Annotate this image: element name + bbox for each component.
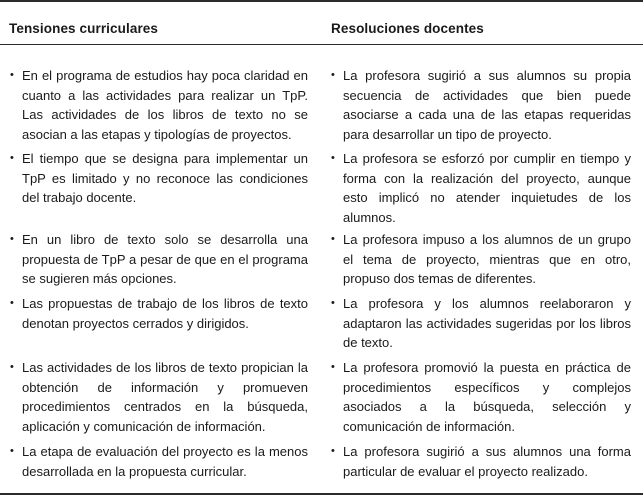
bullet-icon: • (331, 152, 335, 164)
tension-text-3: En un libro de texto solo se desarrolla una propuesta de TpP a pesar de que en el programa se sugieren más opciones. (22, 232, 308, 286)
column-header-resoluciones: Resoluciones docentes (331, 21, 484, 36)
tension-text-1: En el programa de estudios hay poca claridad en cuanto a las actividades para realizar un TpP. Las actividades de los libros de texto no se asocian a las etapas y tipologías de proyectos. (22, 68, 308, 142)
resolucion-text-2: La profesora se esforzó por cumplir en tiempo y forma con la realización del proyecto, aunque esto implicó no atender inquietudes de los alumnos. (343, 151, 631, 225)
bullet-icon: • (331, 69, 335, 81)
tension-cell-3 (10, 230, 308, 289)
resolucion-text-4: La profesora y los alumnos reelaboraron y adaptaron las actividades sugeridas por los libros de texto. (343, 296, 631, 350)
tension-text-5: Las actividades de los libros de texto propician la obtención de información y promueven procedimientos centrados en la búsqueda, aplicación y comunicación de información. (22, 360, 308, 434)
resolucion-cell-6 (331, 442, 631, 481)
bullet-icon: • (331, 361, 335, 373)
bullet-icon: • (331, 297, 335, 309)
resolucion-text-6: La profesora sugirió a sus alumnos una forma particular de evaluar el proyecto realizado. (343, 444, 631, 479)
bullet-icon: • (331, 233, 335, 245)
resolucion-text-5: La profesora promovió la puesta en práctica de procedimientos específicos y complejos asociados a la búsqueda, selección y comunicación de información. (343, 360, 631, 434)
bullet-icon: • (10, 297, 14, 309)
tension-cell-5 (10, 358, 308, 436)
header-rule (0, 44, 643, 45)
tension-text-6: La etapa de evaluación del proyecto es la menos desarrollada en la propuesta curricular. (22, 444, 308, 479)
resolucion-text-1: La profesora sugirió a sus alumnos su propia secuencia de actividades que bien puede asociarse a cada una de las etapas requeridas para desarrollar un tipo de proyecto. (343, 68, 631, 142)
bullet-icon: • (331, 445, 335, 457)
tension-text-2: El tiempo que se designa para implementar un TpP es limitado y no reconoce las condiciones del trabajo docente. (22, 151, 308, 205)
resolucion-cell-3 (331, 230, 631, 289)
bullet-icon: • (10, 152, 14, 164)
resolucion-text-3: La profesora impuso a los alumnos de un grupo el tema de proyecto, mientras que en otro, propuso dos temas de diferentes. (343, 232, 631, 286)
resolucion-cell-2 (331, 149, 631, 227)
bullet-icon: • (10, 361, 14, 373)
tension-cell-2 (10, 149, 308, 208)
bullet-icon: • (10, 233, 14, 245)
table-top-rule (0, 0, 643, 2)
resolucion-cell-4 (331, 294, 631, 353)
tension-text-4: Las propuestas de trabajo de los libros de texto denotan proyectos cerrados y dirigidos. (22, 296, 308, 331)
tension-cell-1 (10, 66, 308, 144)
resolucion-cell-5 (331, 358, 631, 436)
resolucion-cell-1 (331, 66, 631, 144)
tension-cell-6 (10, 442, 308, 481)
table-bottom-rule (0, 493, 643, 495)
tension-cell-4 (10, 294, 308, 333)
column-header-tensiones: Tensiones curriculares (9, 21, 159, 36)
bullet-icon: • (10, 69, 14, 81)
bullet-icon: • (10, 445, 14, 457)
